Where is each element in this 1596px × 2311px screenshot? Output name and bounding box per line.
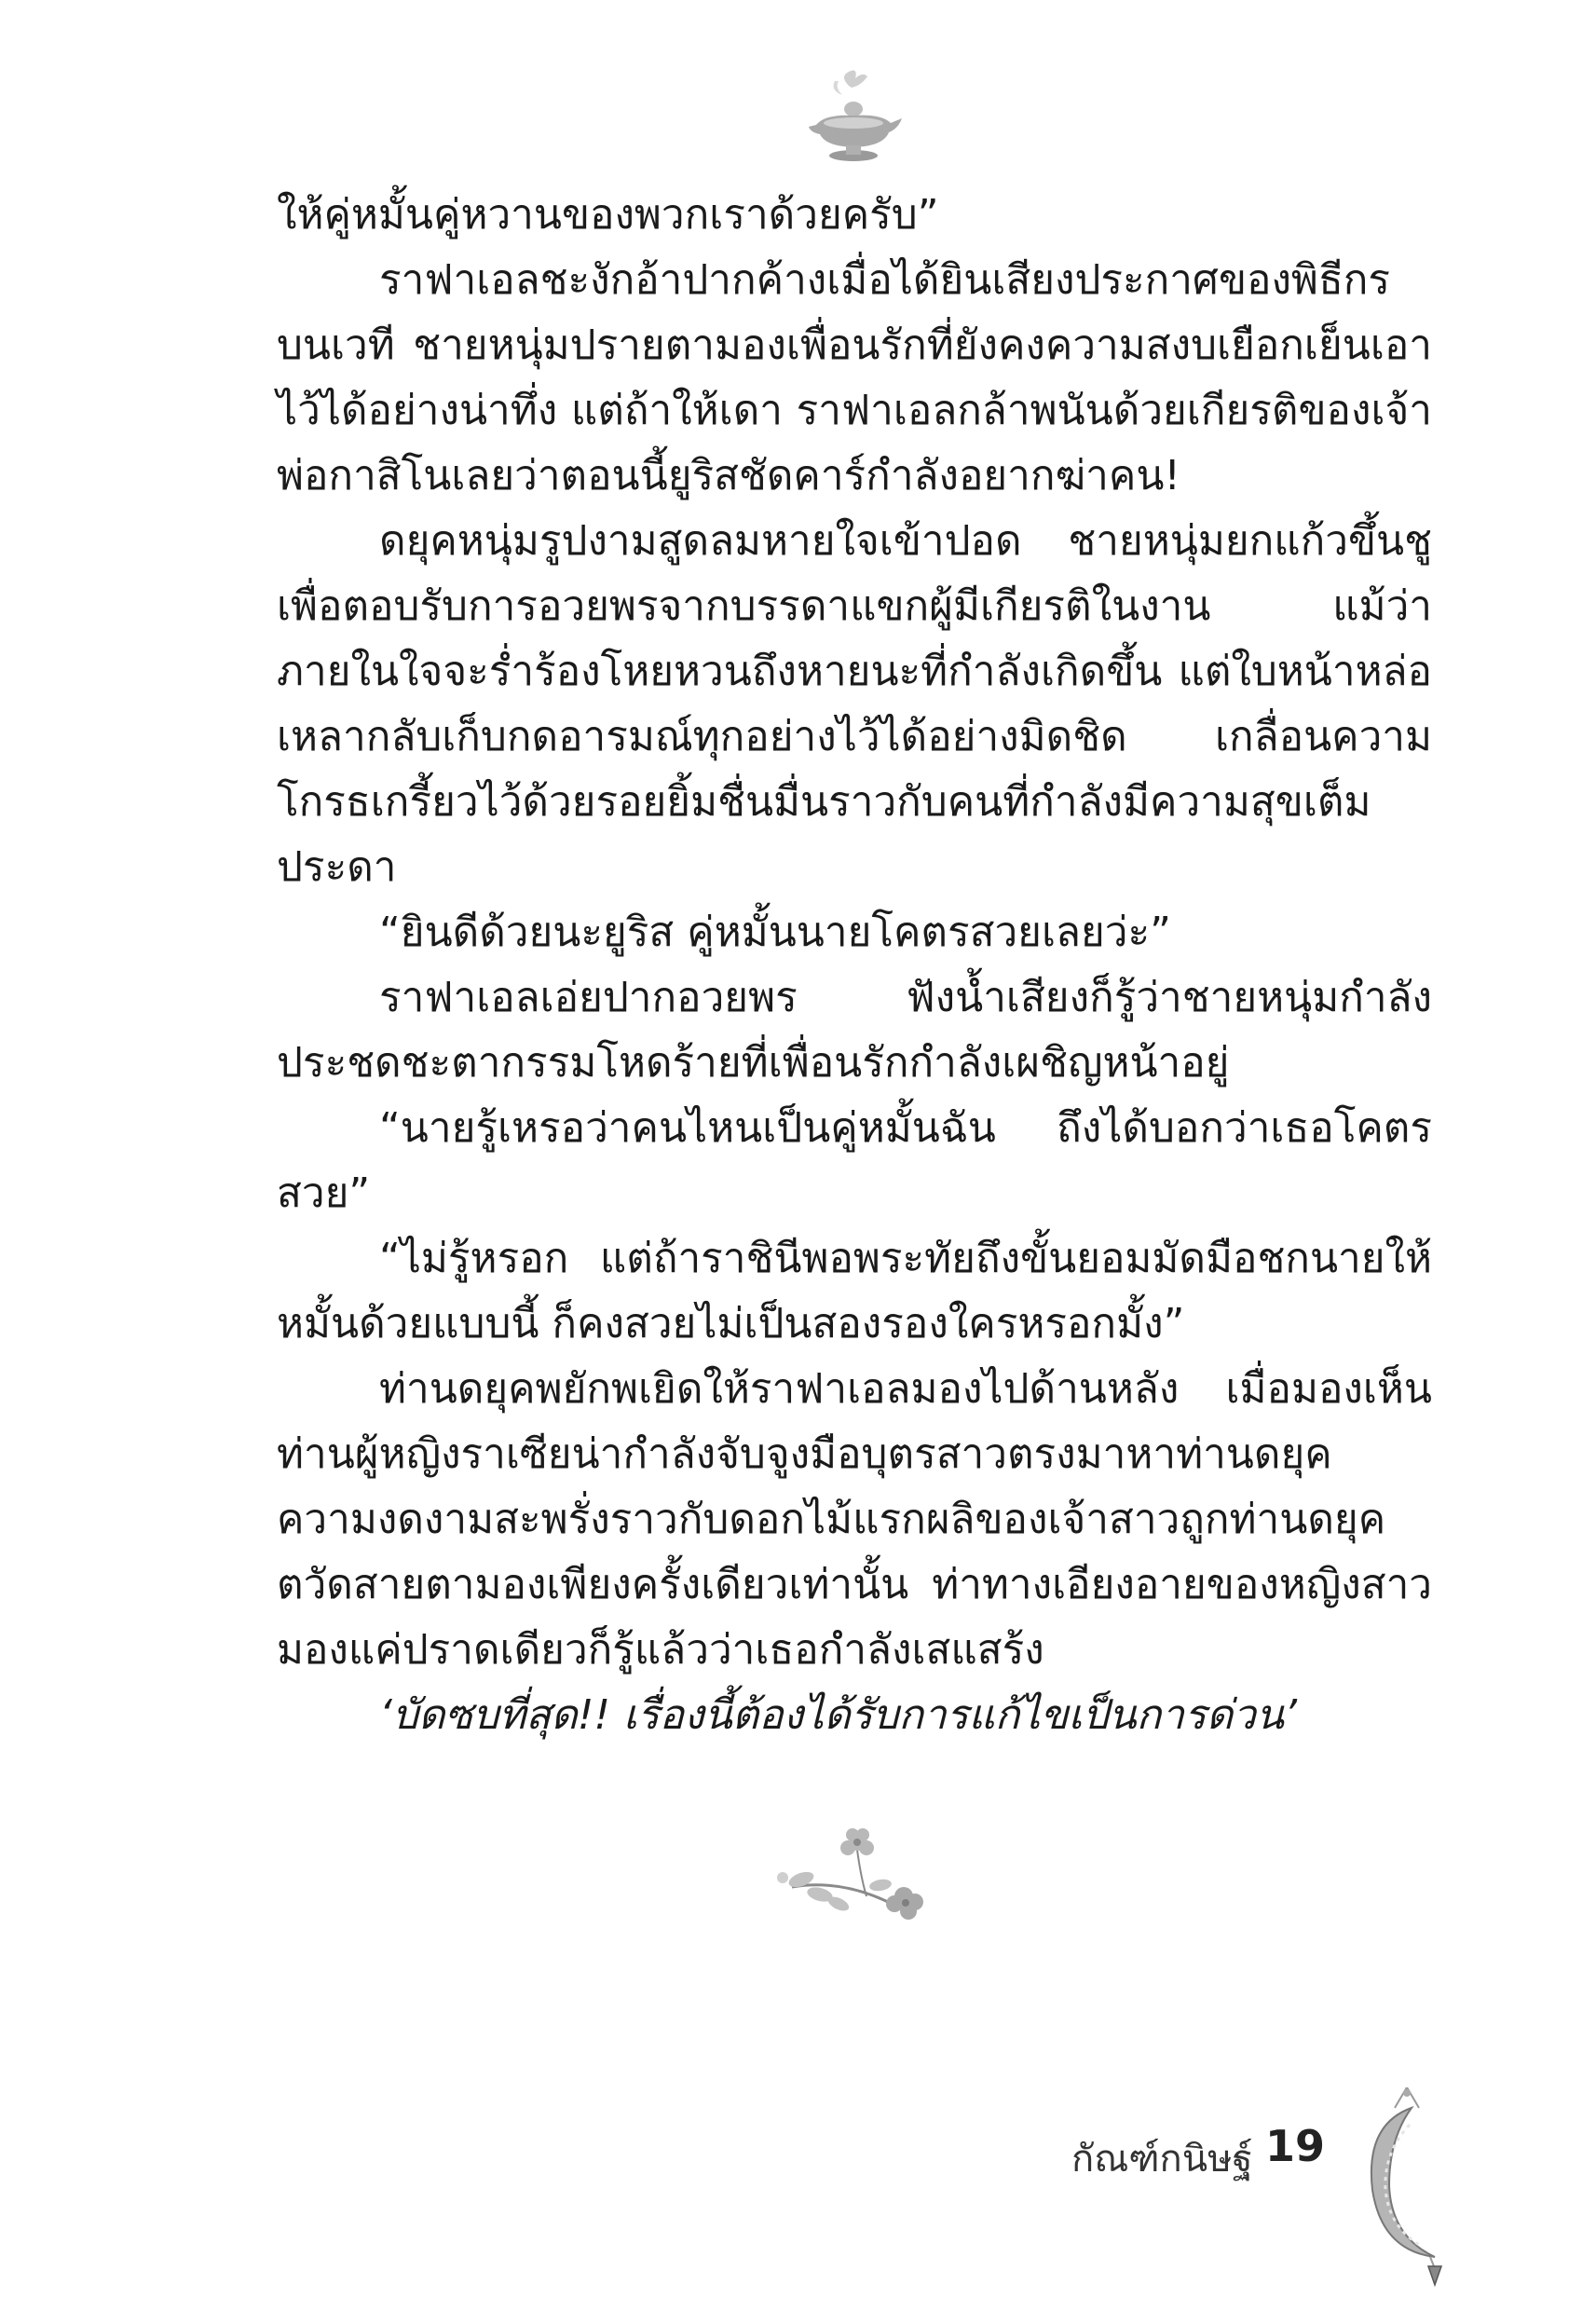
flower-icon bbox=[764, 1822, 950, 1934]
body-text bbox=[277, 183, 1432, 1748]
paragraph-7: “ไม่รู้หรอก แต่ถ้าราชินีพอพระทัยถึงขั้นยอมมัดมือชกนายให้หมั้นด้วยแบบนี้ ก็คงสวยไม่เป็นสองรองใครหรอกมั้ง” bbox=[277, 1235, 1432, 1347]
paragraph-5: ราฟาเอลเอ่ยปากอวยพร ฟังน้ำเสียงก็รู้ว่าชายหนุ่มกำลังประชดชะตากรรมโหดร้ายที่เพื่อนรักกำลังเผชิญหน้าอยู่ bbox=[277, 974, 1432, 1087]
author-name: กัณฑ์กนิษฐ์ bbox=[1071, 2138, 1253, 2181]
crescent-moon-pendant-icon bbox=[1356, 2087, 1458, 2288]
paragraph-4: “ยินดีด้วยนะยูริส คู่หมั้นนายโคตรสวยเลยว่ะ” bbox=[379, 909, 1171, 956]
paragraph-9: ‘บัดซบที่สุด!! เรื่องนี้ต้องได้รับการแก้ไขเป็นการด่วน’ bbox=[379, 1691, 1297, 1739]
paragraph-2: ราฟาเอลชะงักอ้าปากค้างเมื่อได้ยินเสียงประกาศของพิธีกรบนเวที ชายหนุ่มปรายตามองเพื่อนรักที่ยังคงความสงบเยือกเย็นเอาไว้ได้อย่างน่าทึ่ง แต่ถ้าให้เดา ราฟาเอลกล้าพนันด้วยเกียรติของเจ้าพ่อกาสิโนเลยว่าตอนนี้ยูริสชัดคาร์กำลังอยากฆ่าคน! bbox=[277, 256, 1432, 499]
paragraph-3: ดยุคหนุ่มรูปงามสูดลมหายใจเข้าปอด ชายหนุ่มยกแก้วขึ้นชูเพื่อตอบรับการอวยพรจากบรรดาแขกผู้มีเกียรติในงาน แม้ว่าภายในใจจะร่ำร้องโหยหวนถึงหายนะที่กำลังเกิดขึ้น แต่ใบหน้าหล่อเหลากลับเก็บกดอารมณ์ทุกอย่างไว้ได้อย่างมิดชิด เกลื่อนความโกรธเกรี้ยวไว้ด้วยรอยยิ้มชื่นมื่นราวกับคนที่กำลังมีความสุขเต็มประดา bbox=[277, 517, 1432, 891]
paragraph-8: ท่านดยุคพยักพเยิดให้ราฟาเอลมองไปด้านหลัง เมื่อมองเห็นท่านผู้หญิงราเซียน่ากำลังจับจูงมือบุตรสาวตรงมาหาท่านดยุค ความงดงามสะพรั่งราวกับดอกไม้แรกผลิของเจ้าสาวถูกท่านดยุคตวัดสายตามองเพียงครั้งเดียวเท่านั้น ท่าทางเอียงอายของหญิงสาวมองแค่ปราดเดียวก็รู้แล้วว่าเธอกำลังเสแสร้ง bbox=[277, 1365, 1432, 1674]
page-number: 19 bbox=[1265, 2121, 1326, 2171]
genie-lamp-icon bbox=[798, 67, 909, 179]
paragraph-1: ให้คู่หมั้นคู่หวานของพวกเราด้วยครับ” bbox=[277, 191, 939, 239]
paragraph-6: “นายรู้เหรอว่าคนไหนเป็นคู่หมั้นฉัน ถึงได้บอกว่าเธอโคตรสวย” bbox=[277, 1104, 1432, 1217]
